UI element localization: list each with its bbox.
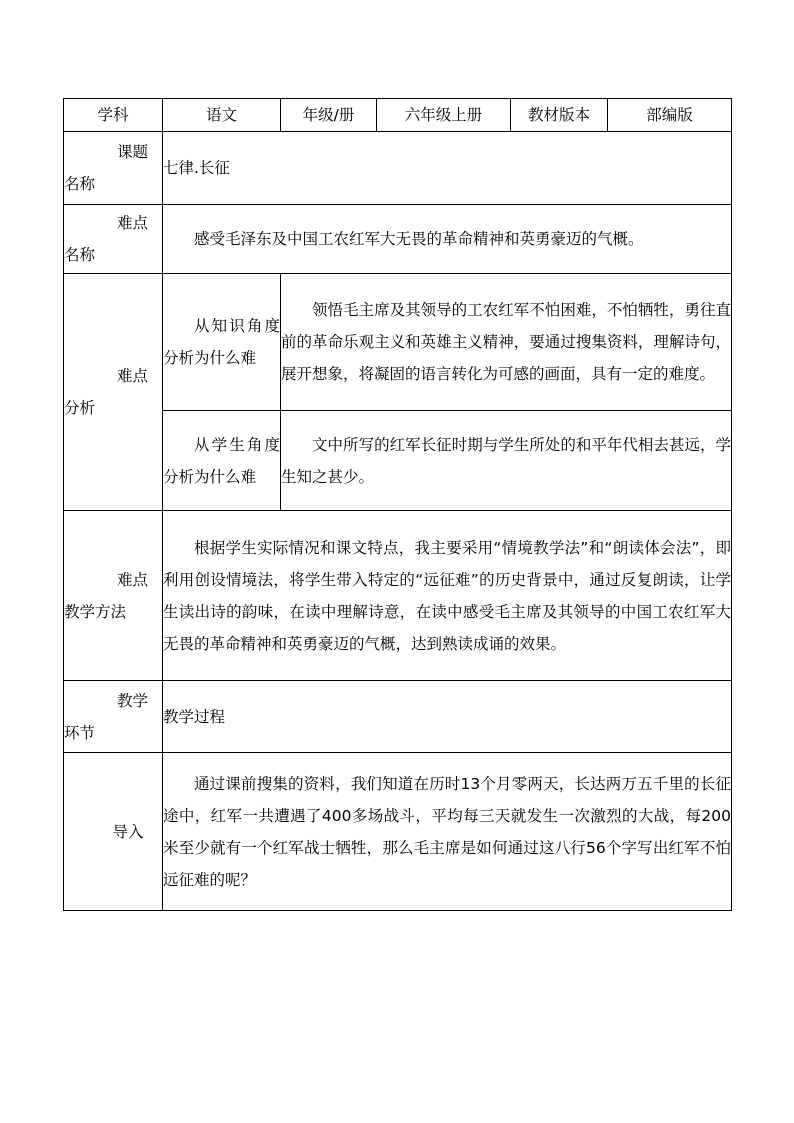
method-label-line2: 教学方法 [64, 602, 127, 621]
method-text: 根据学生实际情况和课文特点，我主要采用“情境教学法”和“朗读体会法”，即利用创设情境法，将学生带入特定的“远征难”的历史背景中，通过反复朗读，让学生读出诗的韵味，在读中理解诗意，在读中感受毛主席及其领导的中国工农红军大无畏的革命精神和英勇豪迈的气概，达到熟读成诵的效果。 [163, 511, 732, 681]
analysis-label-line2: 分析 [64, 399, 96, 417]
process-value: 教学过程 [163, 681, 732, 753]
topic-label [64, 132, 163, 205]
process-label-line2: 环节 [64, 723, 96, 742]
analysis-student-row [64, 411, 732, 511]
process-label [64, 681, 163, 753]
intro-text: 通过课前搜集的资料，我们知道在历时13个月零两天，长达两万五千里的长征途中，红军一共遭遇了400多场战斗，平均每三天就发生一次激烈的大战，每200米至少就有一个红军战士牺牲，那么毛主席是如何通过这八行56个字写出红军不怕远征难的呢？ [163, 753, 732, 911]
difficulty-row [64, 205, 732, 274]
student-angle-text: 文中所写的红军长征时期与学生所处的和平年代相去甚远，学生知之甚少。 [281, 411, 732, 511]
analysis-label [64, 274, 163, 511]
difficulty-label-line2: 名称 [64, 246, 96, 264]
difficulty-label [64, 205, 163, 274]
knowledge-angle-text: 领悟毛主席及其领导的工农红军不怕困难，不怕牺牲，勇往直前的革命乐观主义和英雄主义精神，要通过搜集资料，理解诗句，展开想象，将凝固的语言转化为可感的画面，具有一定的难度。 [281, 274, 732, 411]
header-row [64, 99, 732, 132]
method-label [64, 511, 163, 681]
method-label-line1: 难点 [116, 570, 148, 589]
edition-label: 教材版本 [511, 99, 608, 132]
grade-value: 六年级上册 [377, 99, 511, 132]
process-row [64, 681, 732, 753]
subject-value: 语文 [163, 99, 281, 132]
difficulty-value: 感受毛泽东及中国工农红军大无畏的革命精神和英勇豪迈的气概。 [163, 205, 732, 274]
process-label-line1: 教学 [116, 691, 148, 710]
topic-label-line1: 课题 [116, 143, 148, 161]
analysis-label-line1: 难点 [116, 367, 148, 385]
intro-row [64, 753, 732, 911]
grade-label: 年级/册 [281, 99, 377, 132]
method-row [64, 511, 732, 681]
knowledge-angle-label: 从知识角度分析为什么难 [163, 274, 281, 411]
topic-row [64, 132, 732, 205]
intro-label: 导入 [64, 753, 163, 911]
topic-value: 七律.长征 [163, 132, 732, 205]
subject-label: 学科 [64, 99, 163, 132]
lesson-plan-table [63, 98, 732, 911]
edition-value: 部编版 [608, 99, 732, 132]
analysis-knowledge-row [64, 274, 732, 411]
student-angle-label: 从学生角度分析为什么难 [163, 411, 281, 511]
difficulty-label-line1: 难点 [116, 214, 148, 232]
topic-label-line2: 名称 [64, 175, 96, 193]
